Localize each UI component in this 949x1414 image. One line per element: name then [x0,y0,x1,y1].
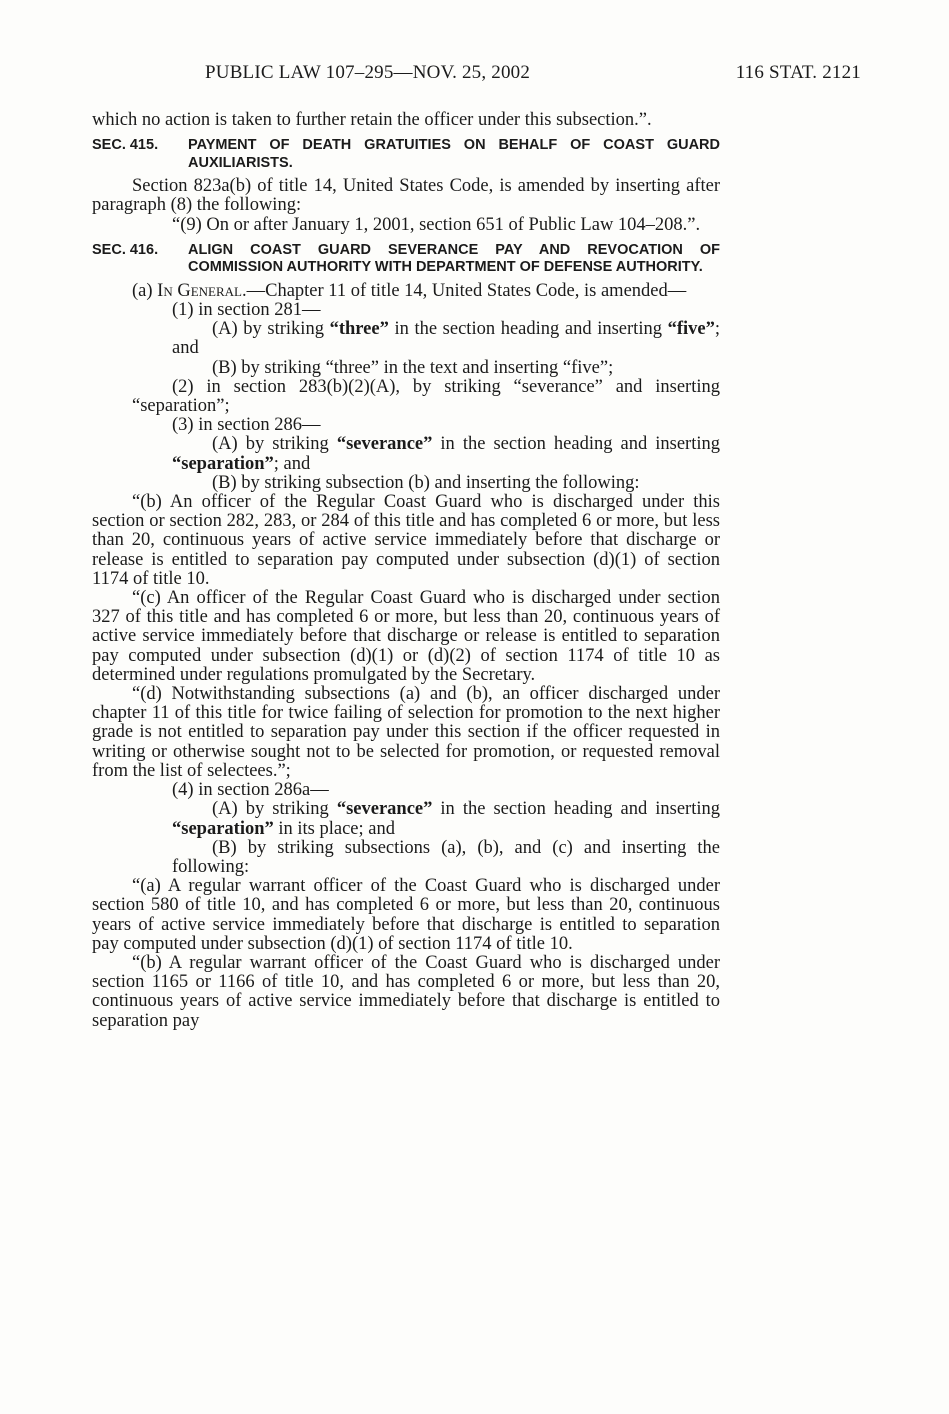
quoted-subsection-b: “(b) A regular warrant officer of the Coast Guard who is discharged under section 1165 or 1166 of title 10, and has completed 6 or more, but less than 20, continuous years of active service immediately before that discharge is entitled to separation pay [92,952,720,1031]
text: in the section heading and inserting [432,434,720,455]
quoted-subsection-a: “(a) A regular warrant officer of the Coast Guard who is discharged under section 580 of title 10, and has completed 6 or more, but less than 20, continuous years of active service immediately before that discharge is entitled to separation pay computed under subsection (d)(1) of section 1174 of title 10. [92,876,720,954]
quoted-paragraph: “(9) On or after January 1, 2001, section 651 of Public Law 104–208.”. [172,214,701,235]
bold-term: “three” [329,319,389,340]
subparagraph-item [92,800,720,838]
section-number: SEC. 416. [92,241,159,258]
subparagraph-item: (B) by striking “three” in the text and inserting “five”; [212,357,614,378]
bold-term: “five” [667,319,715,340]
document-body [92,111,720,1031]
section-title: ALIGN COAST GUARD SEVERANCE PAY AND REVOCATION OF COMMISSION AUTHORITY WITH DEPARTMENT OF DEFENSE AUTHORITY. [188,241,720,276]
paragraph: Section 823a(b) of title 14, United States Code, is amended by inserting after paragraph (8) the following: [92,176,720,216]
text: ; and [172,319,720,359]
text: in its place; and [273,818,395,839]
subsection-heading: In General [157,280,242,301]
section-number: SEC. 415. [92,137,159,154]
subsection-a [92,282,720,301]
text: (A) by striking [212,319,330,340]
running-header-page-number: 116 STAT. 2121 [735,62,861,83]
subparagraph-item: (B) by striking subsections (a), (b), and (c) and inserting the following: [172,837,720,877]
paragraph-item: (2) in section 283(b)(2)(A), by striking “severance” and inserting “separation”; [132,376,720,417]
bold-term: “severance” [336,434,433,455]
text: (A) by striking [212,799,337,820]
section-title: PAYMENT OF DEATH GRATUITIES ON BEHALF OF COAST GUARD AUXILIARISTS. [188,137,720,171]
bold-term: “separation” [172,818,274,839]
subparagraph-item: (B) by striking subsection (b) and inserting the following: [212,472,640,493]
paragraph-item: (1) in section 281— [172,300,321,321]
bold-term: “separation” [172,453,274,474]
section-416-heading [92,242,720,277]
subparagraph-item [92,435,720,473]
text: in the section heading and inserting [388,319,668,340]
quoted-subsection-d: “(d) Notwithstanding subsections (a) and (b), an officer discharged under chapter 11 of this title for twice failing of selection for promotion to the next higher grade is not entitled to separation pay under this section if the officer requested in writing or otherwise sought not to be selected for promotion, or requested removal from the list of selectees.”; [92,684,720,781]
subsection-label: (a) [132,280,153,301]
paragraph-continuation: which no action is taken to further retain the officer under this subsection.”. [92,110,652,130]
subparagraph-item [92,320,720,358]
running-header-citation: PUBLIC LAW 107–295—NOV. 25, 2002 [205,62,531,83]
paragraph-item: (4) in section 286a— [172,780,329,801]
paragraph-item: (3) in section 286— [172,415,321,436]
text: in the section heading and inserting [432,799,720,820]
text: ; and [273,453,311,474]
subsection-text: .—Chapter 11 of title 14, United States Code, is amended— [241,280,687,301]
quoted-subsection-c: “(c) An officer of the Regular Coast Guard who is discharged under section 327 of this title and has completed 6 or more, but less than 20, continuous years of active service immediately before that discharge or release is entitled to separation pay computed under subsection (d)(1) or (d)(2) of section 1174 of title 10 as determined under regulations promulgated by the Secretary. [92,588,720,685]
quoted-subsection-b: “(b) An officer of the Regular Coast Guard who is discharged under this section or section 282, 283, or 284 of this title and has completed 6 or more, but less than 20, continuous years of active service immediately before that discharge or release is entitled to separation pay computed under subsection (d)(1) of section 1174 of title 10. [92,492,720,589]
text: (A) by striking [212,434,337,455]
bold-term: “severance” [336,799,433,820]
section-415-heading [92,137,720,172]
